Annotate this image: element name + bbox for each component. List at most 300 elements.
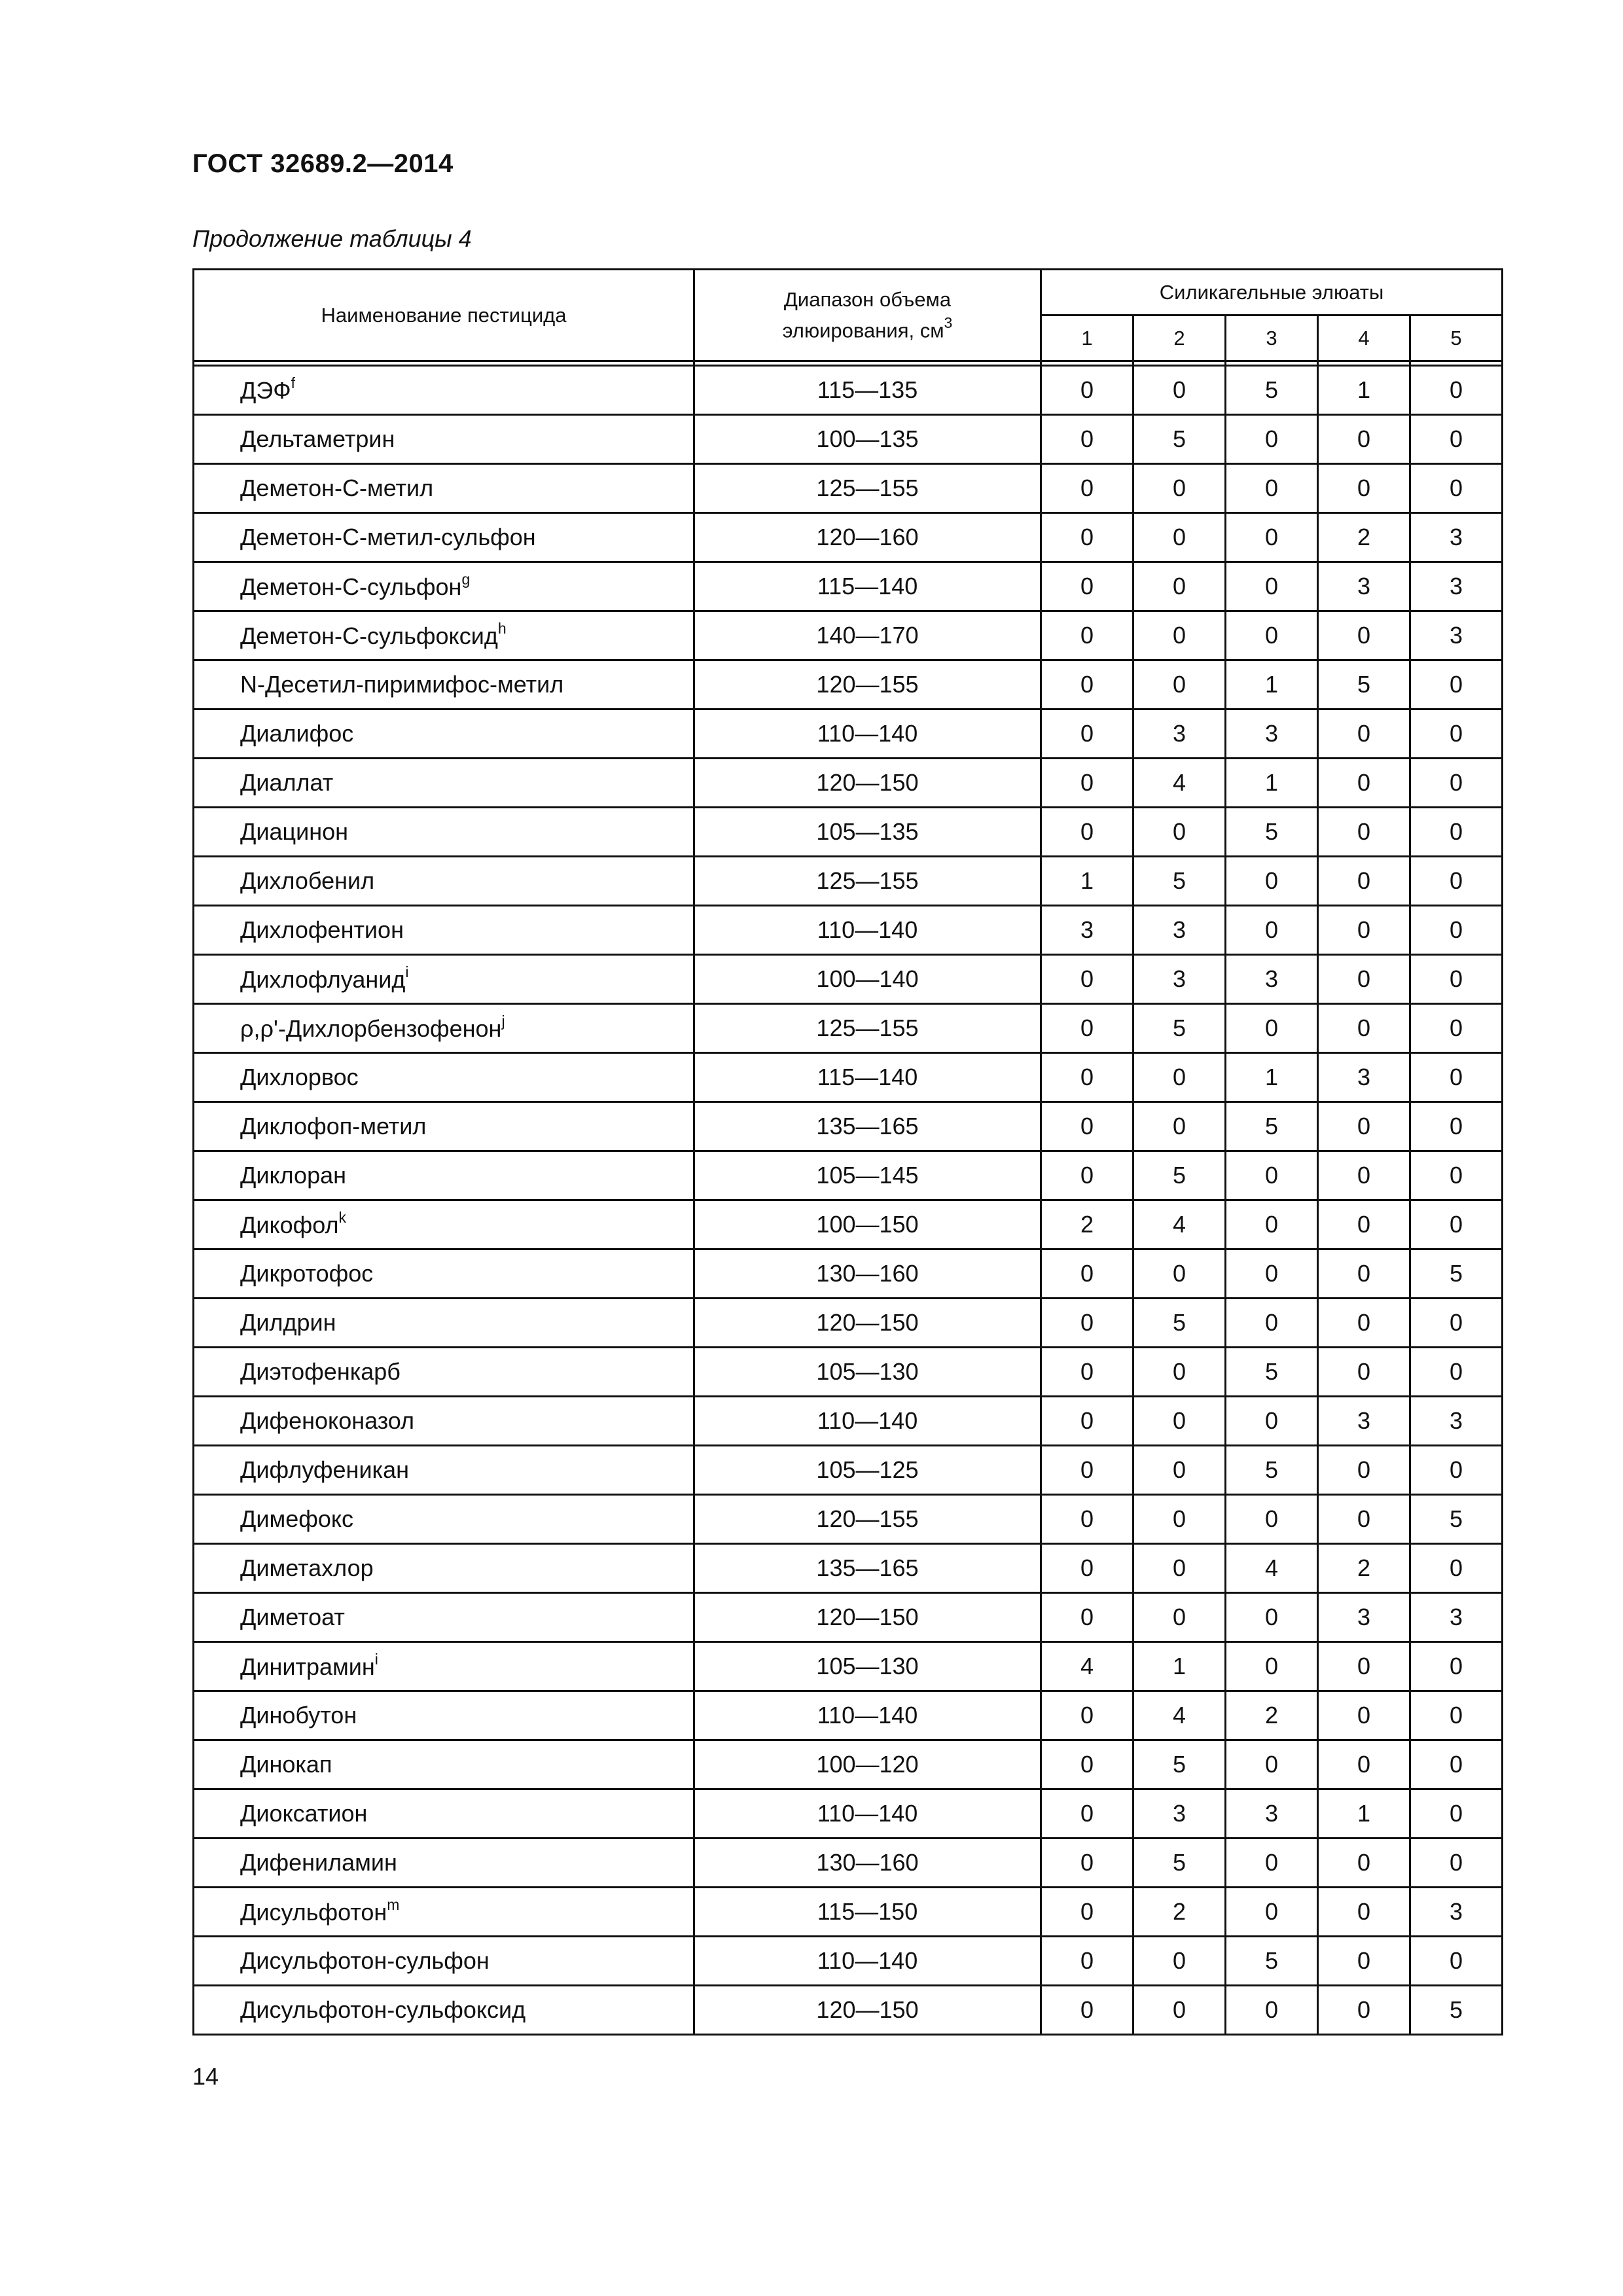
pesticide-name-cell	[194, 709, 694, 759]
header-col-5: 5	[1410, 315, 1503, 361]
eluate-value-cell: 0	[1318, 906, 1410, 955]
pesticide-name-cell	[194, 759, 694, 808]
eluate-value-cell: 0	[1041, 1986, 1133, 2035]
elution-range-cell: 125—155	[694, 857, 1041, 906]
eluate-value-cell: 0	[1226, 1004, 1318, 1053]
elution-range-cell: 120—160	[694, 513, 1041, 562]
eluate-value-cell: 3	[1318, 562, 1410, 611]
table-row	[194, 1004, 1503, 1053]
table-row	[194, 1053, 1503, 1102]
eluate-value-cell: 0	[1318, 857, 1410, 906]
eluate-value-cell: 0	[1318, 1937, 1410, 1986]
elution-range-cell: 100—120	[694, 1740, 1041, 1789]
eluate-value-cell: 0	[1226, 1200, 1318, 1249]
eluate-value-cell: 0	[1041, 513, 1133, 562]
eluate-value-cell: 1	[1226, 759, 1318, 808]
eluate-value-cell: 0	[1318, 1839, 1410, 1888]
eluate-value-cell: 0	[1133, 1937, 1226, 1986]
eluate-value-cell: 4	[1133, 1691, 1226, 1740]
elution-range-cell: 100—140	[694, 955, 1041, 1004]
eluate-value-cell: 3	[1410, 1593, 1503, 1642]
eluate-value-cell: 3	[1410, 562, 1503, 611]
table-row	[194, 1691, 1503, 1740]
elution-range-cell: 105—125	[694, 1446, 1041, 1495]
table-row	[194, 660, 1503, 709]
eluate-value-cell: 0	[1041, 1740, 1133, 1789]
eluate-value-cell: 0	[1133, 562, 1226, 611]
table-row	[194, 1937, 1503, 1986]
table-body	[194, 361, 1503, 2035]
eluate-value-cell: 0	[1318, 955, 1410, 1004]
pesticide-name-cell	[194, 513, 694, 562]
eluate-value-cell: 0	[1410, 1544, 1503, 1593]
table-row	[194, 562, 1503, 611]
eluate-value-cell: 0	[1318, 1102, 1410, 1151]
table-row	[194, 513, 1503, 562]
eluate-value-cell: 0	[1041, 1593, 1133, 1642]
eluate-value-cell: 3	[1226, 709, 1318, 759]
eluate-value-cell: 2	[1318, 513, 1410, 562]
eluate-value-cell: 0	[1041, 1053, 1133, 1102]
eluate-value-cell: 0	[1410, 1789, 1503, 1839]
eluate-value-cell: 0	[1133, 1446, 1226, 1495]
header-pesticide-name: Наименование пестицида	[194, 270, 694, 361]
eluate-value-cell: 0	[1133, 513, 1226, 562]
elution-range-cell: 110—140	[694, 1691, 1041, 1740]
footnote-marker: j	[501, 1012, 505, 1030]
eluate-value-cell: 0	[1041, 415, 1133, 464]
eluate-value-cell: 5	[1226, 1348, 1318, 1397]
eluate-value-cell: 2	[1226, 1691, 1318, 1740]
eluate-value-cell: 0	[1041, 1397, 1133, 1446]
pesticide-name-cell	[194, 1839, 694, 1888]
eluate-value-cell: 3	[1133, 709, 1226, 759]
table-row	[194, 1593, 1503, 1642]
elution-range-cell: 105—130	[694, 1642, 1041, 1691]
eluate-value-cell: 0	[1133, 1986, 1226, 2035]
eluate-value-cell: 3	[1410, 1397, 1503, 1446]
eluate-value-cell: 0	[1226, 1986, 1318, 2035]
eluate-value-cell: 0	[1133, 1593, 1226, 1642]
eluate-value-cell: 0	[1410, 415, 1503, 464]
pesticide-name-cell	[194, 1789, 694, 1839]
eluate-value-cell: 0	[1226, 464, 1318, 513]
eluate-value-cell: 0	[1318, 1740, 1410, 1789]
pesticide-name: Диалифос	[240, 720, 354, 747]
eluate-value-cell: 1	[1133, 1642, 1226, 1691]
header-silica-eluates: Силикагельные элюаты	[1041, 270, 1503, 315]
eluate-value-cell: 0	[1410, 709, 1503, 759]
pesticide-name: Динокап	[240, 1751, 332, 1778]
eluate-value-cell: 0	[1410, 1691, 1503, 1740]
eluate-value-cell: 0	[1041, 1299, 1133, 1348]
eluate-value-cell: 0	[1133, 1495, 1226, 1544]
pesticide-table	[192, 268, 1503, 2036]
eluate-value-cell: 0	[1133, 1102, 1226, 1151]
eluate-value-cell: 0	[1226, 415, 1318, 464]
eluate-value-cell: 3	[1410, 611, 1503, 660]
pesticide-name: Дихлофентион	[240, 916, 404, 943]
eluate-value-cell: 1	[1318, 1789, 1410, 1839]
eluate-value-cell: 1	[1318, 366, 1410, 415]
eluate-value-cell: 0	[1133, 1053, 1226, 1102]
table-row	[194, 759, 1503, 808]
table-row	[194, 1544, 1503, 1593]
elution-range-cell: 115—140	[694, 1053, 1041, 1102]
eluate-value-cell: 0	[1041, 709, 1133, 759]
table-row	[194, 464, 1503, 513]
eluate-value-cell: 5	[1133, 1740, 1226, 1789]
table-row	[194, 955, 1503, 1004]
eluate-value-cell: 0	[1410, 1740, 1503, 1789]
footnote-marker: i	[374, 1650, 378, 1668]
eluate-value-cell: 5	[1226, 1937, 1318, 1986]
pesticide-name-cell	[194, 1397, 694, 1446]
eluate-value-cell: 5	[1133, 415, 1226, 464]
eluate-value-cell: 5	[1133, 1151, 1226, 1200]
eluate-value-cell: 5	[1226, 1102, 1318, 1151]
footnote-marker: m	[387, 1895, 400, 1913]
header-col-2: 2	[1133, 315, 1226, 361]
table-row	[194, 1102, 1503, 1151]
eluate-value-cell: 0	[1410, 906, 1503, 955]
pesticide-name-cell	[194, 1593, 694, 1642]
pesticide-name: Дисульфотон-сульфон	[240, 1947, 490, 1974]
eluate-value-cell: 3	[1133, 906, 1226, 955]
eluate-value-cell: 5	[1226, 808, 1318, 857]
eluate-value-cell: 0	[1318, 1299, 1410, 1348]
elution-range-cell: 130—160	[694, 1249, 1041, 1299]
eluate-value-cell: 0	[1041, 1888, 1133, 1937]
eluate-value-cell: 0	[1226, 611, 1318, 660]
eluate-value-cell: 0	[1410, 1839, 1503, 1888]
header-col-3: 3	[1226, 315, 1318, 361]
pesticide-name: N-Десетил-пиримифос-метил	[240, 671, 564, 698]
pesticide-name: Диклофоп-метил	[240, 1113, 427, 1139]
eluate-value-cell: 0	[1041, 1544, 1133, 1593]
pesticide-name-cell	[194, 906, 694, 955]
eluate-value-cell: 0	[1318, 1446, 1410, 1495]
eluate-value-cell: 2	[1041, 1200, 1133, 1249]
pesticide-name: ρ,ρ'-Дихлорбензофенон	[240, 1014, 502, 1042]
eluate-value-cell: 0	[1226, 1249, 1318, 1299]
pesticide-name-cell	[194, 1888, 694, 1937]
footnote-marker: g	[461, 570, 471, 588]
pesticide-name: Дельтаметрин	[240, 425, 395, 452]
pesticide-name-cell	[194, 1348, 694, 1397]
eluate-value-cell: 5	[1133, 1299, 1226, 1348]
eluate-value-cell: 2	[1318, 1544, 1410, 1593]
eluate-value-cell: 3	[1041, 906, 1133, 955]
eluate-value-cell: 0	[1410, 1004, 1503, 1053]
document-title: ГОСТ 32689.2—2014	[192, 149, 454, 178]
pesticide-name-cell	[194, 1299, 694, 1348]
eluate-value-cell: 0	[1226, 906, 1318, 955]
elution-range-cell: 120—150	[694, 759, 1041, 808]
table-row	[194, 857, 1503, 906]
page-number: 14	[192, 2063, 219, 2090]
eluate-value-cell: 5	[1133, 1004, 1226, 1053]
eluate-value-cell: 0	[1318, 709, 1410, 759]
pesticide-name-cell	[194, 464, 694, 513]
table-row	[194, 1249, 1503, 1299]
eluate-value-cell: 0	[1133, 1397, 1226, 1446]
table-row	[194, 1151, 1503, 1200]
eluate-value-cell: 0	[1410, 955, 1503, 1004]
table-row	[194, 1740, 1503, 1789]
eluate-value-cell: 0	[1041, 1004, 1133, 1053]
pesticide-name: Динитрамин	[240, 1653, 375, 1680]
eluate-value-cell: 0	[1318, 1495, 1410, 1544]
table-row	[194, 709, 1503, 759]
elution-range-cell: 105—130	[694, 1348, 1041, 1397]
eluate-value-cell: 0	[1410, 660, 1503, 709]
eluate-value-cell: 0	[1041, 562, 1133, 611]
pesticide-name: Дисульфотон-сульфоксид	[240, 1996, 526, 2023]
eluate-value-cell: 0	[1410, 1642, 1503, 1691]
eluate-value-cell: 0	[1318, 808, 1410, 857]
table-row	[194, 1789, 1503, 1839]
pesticide-name: Деметон-С-сульфоксид	[240, 622, 498, 649]
eluate-value-cell: 1	[1041, 857, 1133, 906]
pesticide-name: Диоксатион	[240, 1800, 368, 1827]
elution-range-cell: 120—150	[694, 1593, 1041, 1642]
eluate-value-cell: 0	[1226, 562, 1318, 611]
pesticide-name-cell	[194, 1446, 694, 1495]
eluate-value-cell: 4	[1133, 759, 1226, 808]
eluate-value-cell: 0	[1410, 464, 1503, 513]
eluate-value-cell: 3	[1318, 1053, 1410, 1102]
pesticide-name-cell	[194, 1691, 694, 1740]
elution-range-cell: 105—145	[694, 1151, 1041, 1200]
eluate-value-cell: 0	[1318, 1642, 1410, 1691]
eluate-value-cell: 0	[1226, 1299, 1318, 1348]
pesticide-name-cell	[194, 1740, 694, 1789]
eluate-value-cell: 4	[1226, 1544, 1318, 1593]
pesticide-name: Диаллат	[240, 769, 334, 796]
eluate-value-cell: 0	[1410, 1446, 1503, 1495]
eluate-value-cell: 0	[1410, 857, 1503, 906]
eluate-value-cell: 0	[1318, 1986, 1410, 2035]
pesticide-name-cell	[194, 415, 694, 464]
pesticide-name-cell	[194, 1937, 694, 1986]
eluate-value-cell: 0	[1410, 1102, 1503, 1151]
pesticide-name: Дифеноконазол	[240, 1407, 415, 1434]
pesticide-name: Деметон-С-сульфон	[240, 573, 462, 600]
table-row	[194, 1986, 1503, 2035]
eluate-value-cell: 0	[1318, 464, 1410, 513]
eluate-value-cell: 3	[1318, 1593, 1410, 1642]
pesticide-name-cell	[194, 1200, 694, 1249]
eluate-value-cell: 3	[1226, 1789, 1318, 1839]
elution-range-cell: 115—150	[694, 1888, 1041, 1937]
elution-range-cell: 110—140	[694, 1397, 1041, 1446]
table-row	[194, 415, 1503, 464]
eluate-value-cell: 0	[1226, 1740, 1318, 1789]
eluate-value-cell: 0	[1410, 1299, 1503, 1348]
footnote-marker: k	[338, 1208, 347, 1226]
eluate-value-cell: 0	[1226, 513, 1318, 562]
header-elution-range	[694, 270, 1041, 361]
eluate-value-cell: 1	[1226, 660, 1318, 709]
eluate-value-cell: 1	[1226, 1053, 1318, 1102]
eluate-value-cell: 5	[1133, 1839, 1226, 1888]
eluate-value-cell: 3	[1226, 955, 1318, 1004]
pesticide-name-cell	[194, 562, 694, 611]
pesticide-name: Диметоат	[240, 1604, 345, 1630]
elution-range-cell: 120—155	[694, 1495, 1041, 1544]
elution-range-cell: 120—150	[694, 1299, 1041, 1348]
elution-range-cell: 115—135	[694, 366, 1041, 415]
eluate-value-cell: 0	[1318, 415, 1410, 464]
footnote-marker: f	[291, 374, 296, 391]
eluate-value-cell: 5	[1226, 1446, 1318, 1495]
table-row	[194, 1495, 1503, 1544]
eluate-value-cell: 0	[1133, 1249, 1226, 1299]
table-row	[194, 1839, 1503, 1888]
eluate-value-cell: 0	[1041, 660, 1133, 709]
pesticide-name: Дикофол	[240, 1211, 339, 1238]
pesticide-name-cell	[194, 1642, 694, 1691]
eluate-value-cell: 0	[1318, 1691, 1410, 1740]
table-row	[194, 1348, 1503, 1397]
eluate-value-cell: 0	[1318, 1348, 1410, 1397]
eluate-value-cell: 0	[1133, 366, 1226, 415]
eluate-value-cell: 0	[1226, 857, 1318, 906]
pesticide-name: Дифлуфеникан	[240, 1456, 409, 1483]
eluate-value-cell: 0	[1410, 1200, 1503, 1249]
pesticide-name-cell	[194, 1544, 694, 1593]
eluate-value-cell: 0	[1318, 611, 1410, 660]
eluate-value-cell: 0	[1133, 611, 1226, 660]
pesticide-name-cell	[194, 808, 694, 857]
pesticide-name: Димефокс	[240, 1505, 354, 1532]
eluate-value-cell: 0	[1041, 1249, 1133, 1299]
eluate-value-cell: 5	[1410, 1986, 1503, 2035]
table-row	[194, 1446, 1503, 1495]
eluate-value-cell: 0	[1041, 759, 1133, 808]
eluate-value-cell: 0	[1318, 759, 1410, 808]
eluate-value-cell: 0	[1133, 1348, 1226, 1397]
eluate-value-cell: 0	[1410, 808, 1503, 857]
eluate-value-cell: 4	[1133, 1200, 1226, 1249]
table-row	[194, 1888, 1503, 1937]
header-col-1: 1	[1041, 315, 1133, 361]
elution-range-cell: 100—150	[694, 1200, 1041, 1249]
table-row	[194, 808, 1503, 857]
eluate-value-cell: 0	[1041, 1102, 1133, 1151]
eluate-value-cell: 0	[1410, 366, 1503, 415]
eluate-value-cell: 0	[1133, 808, 1226, 857]
table-caption: Продолжение таблицы 4	[192, 225, 472, 252]
eluate-value-cell: 0	[1318, 1200, 1410, 1249]
table-row	[194, 1299, 1503, 1348]
elution-range-cell: 135—165	[694, 1102, 1041, 1151]
eluate-value-cell: 0	[1410, 1151, 1503, 1200]
eluate-value-cell: 0	[1041, 366, 1133, 415]
pesticide-name-cell	[194, 611, 694, 660]
pesticide-name: Дисульфотон	[240, 1898, 387, 1926]
eluate-value-cell: 5	[1410, 1495, 1503, 1544]
eluate-value-cell: 0	[1410, 759, 1503, 808]
eluate-value-cell: 3	[1410, 513, 1503, 562]
pesticide-name: Диклоран	[240, 1162, 346, 1189]
elution-range-cell: 125—155	[694, 464, 1041, 513]
footnote-marker: h	[497, 619, 507, 637]
elution-range-cell: 130—160	[694, 1839, 1041, 1888]
eluate-value-cell: 0	[1318, 1888, 1410, 1937]
pesticide-name: Диэтофенкарб	[240, 1358, 401, 1385]
pesticide-name: Деметон-С-метил-сульфон	[240, 524, 536, 550]
pesticide-name: Диметахлор	[240, 1554, 374, 1581]
pesticide-name-cell	[194, 857, 694, 906]
pesticide-name-cell	[194, 1053, 694, 1102]
eluate-value-cell: 0	[1226, 1593, 1318, 1642]
table-row	[194, 1397, 1503, 1446]
pesticide-name-cell	[194, 1495, 694, 1544]
pesticide-name: Динобутон	[240, 1702, 357, 1729]
eluate-value-cell: 0	[1410, 1937, 1503, 1986]
table-row	[194, 366, 1503, 415]
elution-range-cell: 105—135	[694, 808, 1041, 857]
eluate-value-cell: 0	[1041, 1691, 1133, 1740]
pesticide-name: Дихлофлуанид	[240, 965, 406, 993]
eluate-value-cell: 0	[1041, 1495, 1133, 1544]
eluate-value-cell: 0	[1041, 1839, 1133, 1888]
eluate-value-cell: 0	[1041, 611, 1133, 660]
eluate-value-cell: 2	[1133, 1888, 1226, 1937]
eluate-value-cell: 0	[1041, 808, 1133, 857]
pesticide-name-cell	[194, 1102, 694, 1151]
elution-range-cell: 110—140	[694, 1937, 1041, 1986]
footnote-marker: i	[405, 963, 409, 980]
header-range-unit-sup: 3	[944, 314, 953, 331]
eluate-value-cell: 3	[1318, 1397, 1410, 1446]
pesticide-name-cell	[194, 1151, 694, 1200]
eluate-value-cell: 3	[1133, 1789, 1226, 1839]
pesticide-name: ДЭФ	[240, 376, 291, 404]
elution-range-cell: 110—140	[694, 1789, 1041, 1839]
pesticide-name-cell	[194, 366, 694, 415]
eluate-value-cell: 0	[1133, 660, 1226, 709]
eluate-value-cell: 0	[1226, 1151, 1318, 1200]
eluate-value-cell: 0	[1041, 1348, 1133, 1397]
elution-range-cell: 125—155	[694, 1004, 1041, 1053]
eluate-value-cell: 0	[1226, 1839, 1318, 1888]
eluate-value-cell: 3	[1133, 955, 1226, 1004]
eluate-value-cell: 0	[1410, 1053, 1503, 1102]
pesticide-name: Дифениламин	[240, 1849, 397, 1876]
eluate-value-cell: 0	[1041, 1937, 1133, 1986]
pesticide-name-cell	[194, 1986, 694, 2035]
eluate-value-cell: 4	[1041, 1642, 1133, 1691]
eluate-value-cell: 0	[1133, 464, 1226, 513]
header-col-4: 4	[1318, 315, 1410, 361]
eluate-value-cell: 0	[1226, 1888, 1318, 1937]
pesticide-name-cell	[194, 1249, 694, 1299]
eluate-value-cell: 0	[1041, 955, 1133, 1004]
eluate-value-cell: 0	[1318, 1249, 1410, 1299]
elution-range-cell: 110—140	[694, 709, 1041, 759]
eluate-value-cell: 0	[1318, 1004, 1410, 1053]
pesticide-name: Дихлорвос	[240, 1064, 359, 1090]
pesticide-name: Деметон-С-метил	[240, 475, 434, 501]
table-row	[194, 1200, 1503, 1249]
pesticide-name: Диацинон	[240, 818, 349, 845]
eluate-value-cell: 0	[1318, 1151, 1410, 1200]
table-row	[194, 611, 1503, 660]
eluate-value-cell: 5	[1410, 1249, 1503, 1299]
